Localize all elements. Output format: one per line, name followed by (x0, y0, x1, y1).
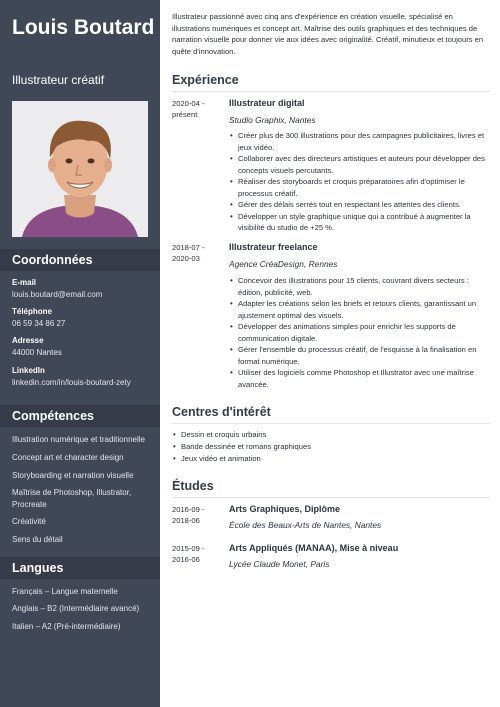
job-bullets (229, 130, 491, 234)
job-bullet: • Collaborer avec des directeurs artistiques et auteurs pour développer des concepts visuels percutants. (229, 153, 491, 176)
job-bullet: • Gérer des délais serrés tout en respectant les attentes des clients. (229, 199, 491, 211)
education-dates: 2015-09 - 2016-06 (172, 544, 205, 564)
linkedin-label: LinkedIn (12, 366, 45, 375)
job-title: Illustrateur freelance (229, 242, 318, 252)
interest-item: • Dessin et croquis urbains (172, 429, 472, 441)
language-item: Italien – A2 (Pré-intermédiaire) (12, 622, 121, 631)
job-bullet: • Développer un style graphique unique qui a contribué à augmenter la visibilité du studio de +25 %. (229, 211, 491, 234)
email-value[interactable]: louis.boutard@email.com (12, 290, 103, 299)
skill-item: Sens du détail (12, 535, 63, 544)
job-dates: 2020-04 - présent (172, 99, 205, 119)
email-label: E-mail (12, 278, 37, 287)
address-value: 44000 Nantes (12, 348, 62, 357)
skill-item: Concept art et character design (12, 453, 124, 462)
job-dates: 2018-07 - 2020-03 (172, 243, 205, 263)
interest-item: • Bande dessinée et romans graphiques (172, 441, 472, 453)
linkedin-value[interactable]: linkedin.com/in/louis-boutard-zety (12, 378, 131, 387)
address-label: Adresse (12, 336, 44, 345)
skills-heading: Compétences (0, 405, 160, 427)
job-company: Agence CréaDesign, Rennes (229, 259, 338, 269)
candidate-name: Louis Boutard (12, 16, 155, 39)
education-school: École des Beaux-Arts de Nantes, Nantes (229, 520, 382, 530)
education-dates: 2016-09 - 2018-06 (172, 505, 205, 525)
skill-item: Storyboarding et narration visuelle (12, 471, 134, 480)
interest-item: • Jeux vidéo et animation (172, 453, 472, 465)
job-bullets (229, 275, 491, 390)
education-degree: Arts Appliqués (MANAA), Mise à niveau (229, 543, 399, 553)
contact-heading: Coordonnées (0, 249, 160, 271)
sidebar (0, 0, 160, 707)
main-content (160, 0, 500, 707)
job-bullet: • Utiliser des logiciels comme Photoshop et Illustrator avec une maîtrise avancée. (229, 367, 491, 390)
interests-list (172, 429, 472, 465)
language-item: Français – Langue maternelle (12, 587, 118, 596)
profile-summary: Illustrateur passionné avec cinq ans d'expérience en création visuelle, spécialisé en illustrations numériques et concept art. Maîtrise des outils graphiques et des techniques de narration visuelle pour donner vie aux idées avec originalité. Créatif, minutieux et toujours en quête d'innovation. (172, 12, 484, 56)
job-bullet: • Développer des animations simples pour enrichir les supports de communication digitale. (229, 321, 491, 344)
job-bullet: • Réaliser des storyboards et croquis préparatoires afin d'optimiser le processus créatif. (229, 176, 491, 199)
portrait-illustration (12, 101, 148, 237)
experience-heading: Expérience (172, 73, 490, 92)
interests-heading: Centres d'intérêt (172, 405, 490, 424)
job-bullet: • Adapter les créations selon les briefs et retours clients, garantissant un ajustement optimal des visuels. (229, 298, 491, 321)
language-item: Anglais – B2 (Intermédiaire avancé) (12, 604, 140, 613)
candidate-title: Illustrateur créatif (12, 73, 105, 87)
phone-label: Téléphone (12, 307, 53, 316)
education-degree: Arts Graphiques, Diplôme (229, 504, 341, 514)
job-bullet: • Concevoir des illustrations pour 15 clients, couvrant divers secteurs : édition, publicité, web. (229, 275, 491, 298)
profile-photo (12, 101, 148, 237)
job-bullet: • Créer plus de 300 illustrations pour des campagnes publicitaires, livres et jeux vidéo. (229, 130, 491, 153)
job-bullet: • Gérer l'ensemble du processus créatif, de l'esquisse à la finalisation en format numérique. (229, 344, 491, 367)
education-school: Lycée Claude Monet, Paris (229, 559, 330, 569)
job-company: Studio Graphix, Nantes (229, 115, 316, 125)
languages-heading: Langues (0, 557, 160, 579)
skill-item: Créativité (12, 517, 46, 526)
education-heading: Études (172, 479, 490, 498)
job-title: Illustrateur digital (229, 98, 305, 108)
skill-item: Maîtrise de Photoshop, Illustrator, Procreate (12, 488, 132, 509)
phone-value: 06 59 34 86 27 (12, 319, 66, 328)
skill-item: Illustration numérique et traditionnelle (12, 435, 145, 444)
